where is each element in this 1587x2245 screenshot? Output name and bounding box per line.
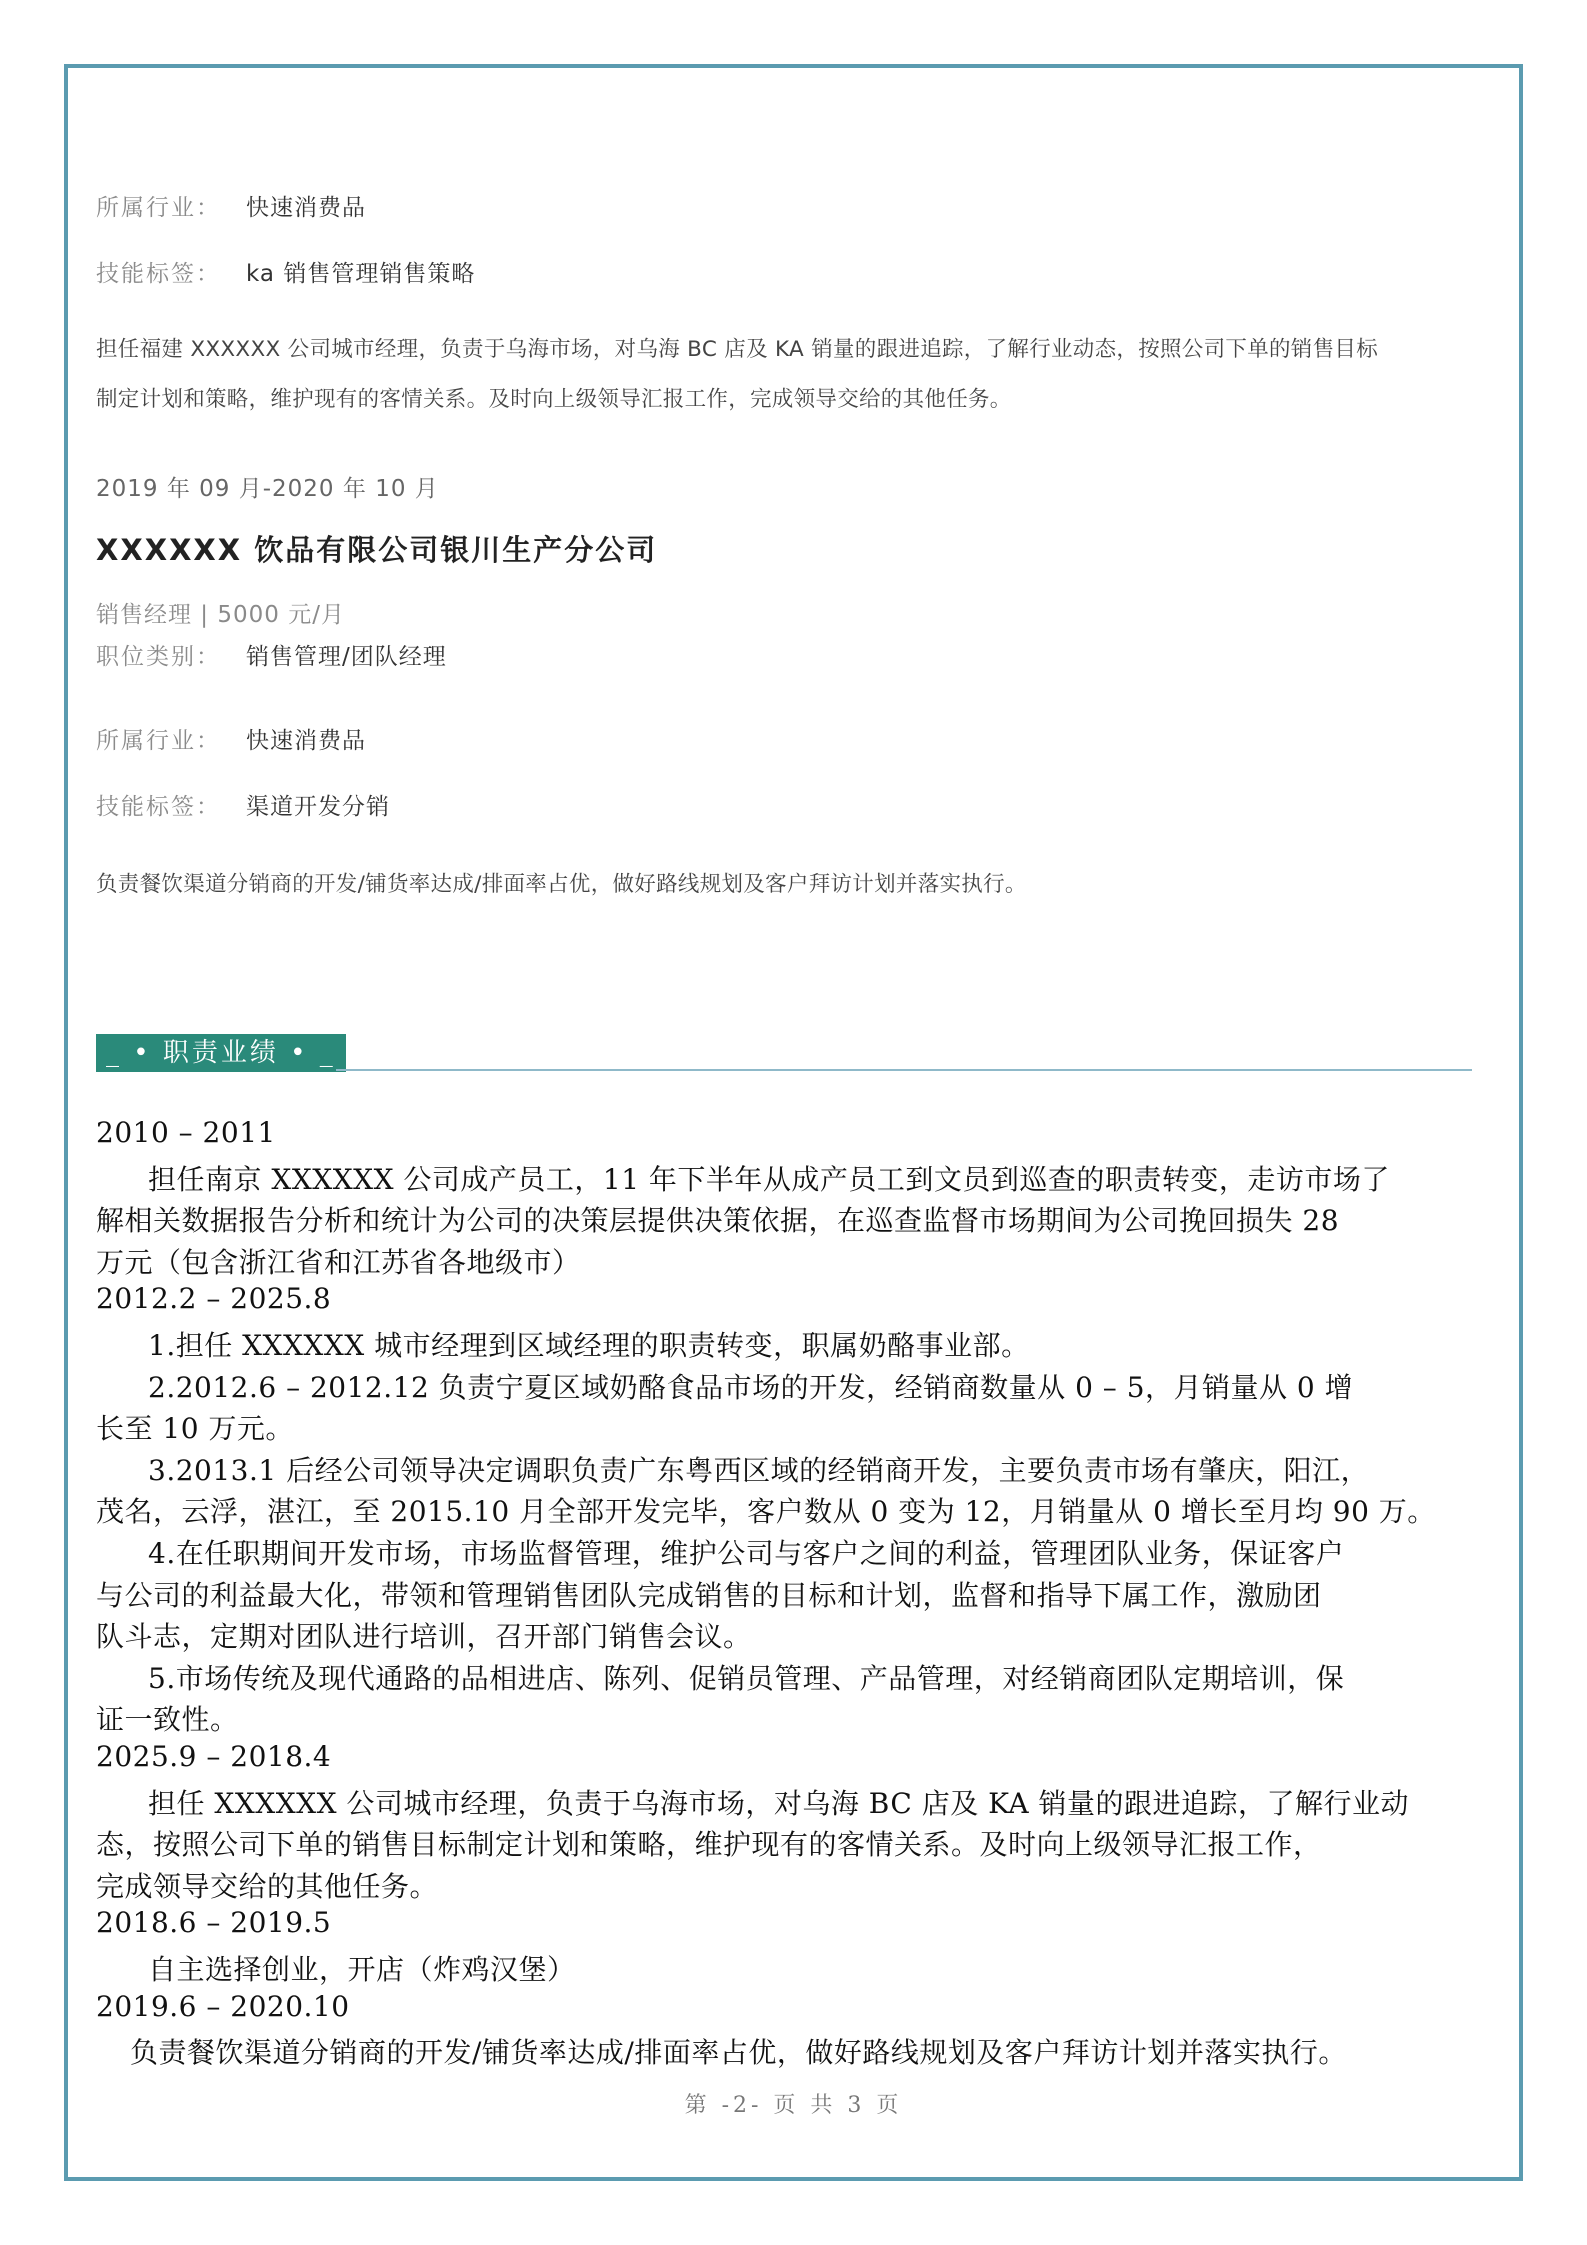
job2-description: 负责餐饮渠道分销商的开发/铺货率达成/排面率占优，做好路线规划及客户拜访计划并落实执行。 <box>96 872 1027 897</box>
duties-line: 与公司的利益最大化，带领和管理销售团队完成销售的目标和计划，监督和指导下属工作，激励团 <box>96 1578 1322 1612</box>
duties-line: 2019.6 – 2020.10 <box>96 1989 350 2023</box>
section-title: _ • 职责业绩 • _ <box>96 1034 346 1072</box>
duties-line: 2012.2 – 2025.8 <box>96 1282 332 1316</box>
skills-value: ka 销售管理销售策略 <box>246 261 476 287</box>
job2-skills-row <box>96 788 390 821</box>
duties-line: 证一致性。 <box>96 1703 239 1737</box>
job2-category-row <box>96 638 447 671</box>
duties-line: 2025.9 – 2018.4 <box>96 1740 332 1773</box>
job2-position-salary: 销售经理 | 5000 元/月 <box>96 602 345 628</box>
job1-industry-row <box>96 189 366 222</box>
industry-value: 快速消费品 <box>246 195 366 221</box>
category-label: 职位类别： <box>96 644 221 670</box>
job1-description-line: 担任福建 XXXXXX 公司城市经理，负责于乌海市场，对乌海 BC 店及 KA 销量的跟进追踪，了解行业动态，按照公司下单的销售目标 <box>96 337 1378 362</box>
job2-industry-row <box>96 722 366 755</box>
job1-description <box>96 325 1496 425</box>
duties-line: 2.2012.6 – 2012.12 负责宁夏区域奶酪食品市场的开发，经销商数量从 0 – 5，月销量从 0 增 <box>148 1370 1354 1404</box>
skills-label: 技能标签： <box>96 794 221 820</box>
duties-line: 态，按照公司下单的销售目标制定计划和策略，维护现有的客情关系。及时向上级领导汇报工作， <box>96 1828 1322 1862</box>
duties-line: 3.2013.1 后经公司领导决定调职负责广东粤西区域的经销商开发，主要负责市场有肇庆，阳江， <box>148 1453 1370 1487</box>
duties-line: 担任 XXXXXX 公司城市经理，负责于乌海市场，对乌海 BC 店及 KA 销量的跟进追踪，了解行业动 <box>148 1786 1410 1820</box>
duties-line: 长至 10 万元。 <box>96 1412 294 1446</box>
duties-line: 队斗志，定期对团队进行培训，召开部门销售会议。 <box>96 1620 752 1654</box>
skills-value: 渠道开发分销 <box>246 794 390 820</box>
job1-description-line: 制定计划和策略，维护现有的客情关系。及时向上级领导汇报工作，完成领导交给的其他任务。 <box>96 387 1012 412</box>
duties-line: 1.担任 XXXXXX 城市经理到区域经理的职责转变，职属奶酪事业部。 <box>148 1329 1030 1362</box>
duties-line: 负责餐饮渠道分销商的开发/铺货率达成/排面率占优，做好路线规划及客户拜访计划并落实执行。 <box>130 2036 1347 2070</box>
duties-line: 万元（包含浙江省和江苏省各地级市） <box>96 1245 581 1279</box>
duties-line: 2018.6 – 2019.5 <box>96 1906 332 1940</box>
duties-line: 自主选择创业，开店（炸鸡汉堡） <box>148 1953 576 1986</box>
job2-date-range: 2019 年 09 月-2020 年 10 月 <box>96 476 439 502</box>
duties-line: 担任南京 XXXXXX 公司成产员工，11 年下半年从成产员工到文员到巡查的职责转变，走访市场了 <box>148 1162 1390 1196</box>
job2-company: XXXXXX 饮品有限公司银川生产分公司 <box>96 533 658 567</box>
category-value: 销售管理/团队经理 <box>246 644 447 670</box>
page-footer: 第 -2- 页 共 3 页 <box>684 2093 903 2118</box>
job1-skills-row <box>96 255 475 288</box>
duties-line: 4.在任职期间开发市场，市场监督管理，维护公司与客户之间的利益，管理团队业务，保证客户 <box>148 1537 1345 1570</box>
section-divider <box>336 1069 1472 1071</box>
industry-label: 所属行业： <box>96 728 221 754</box>
duties-line: 完成领导交给的其他任务。 <box>96 1869 439 1903</box>
duties-line: 茂名，云浮，湛江，至 2015.10 月全部开发完毕，客户数从 0 变为 12，月销量从 0 增长至月均 90 万。 <box>96 1495 1436 1529</box>
skills-label: 技能标签： <box>96 261 221 287</box>
duties-line: 解相关数据报告分析和统计为公司的决策层提供决策依据，在巡查监督市场期间为公司挽回损失 28 <box>96 1204 1340 1238</box>
industry-value: 快速消费品 <box>246 728 366 754</box>
duties-line: 5.市场传统及现代通路的品相进店、陈列、促销员管理、产品管理，对经销商团队定期培训，保 <box>148 1661 1345 1695</box>
section-tab-underline <box>96 1069 336 1071</box>
industry-label: 所属行业： <box>96 195 221 221</box>
duties-line: 2010 – 2011 <box>96 1116 276 1149</box>
